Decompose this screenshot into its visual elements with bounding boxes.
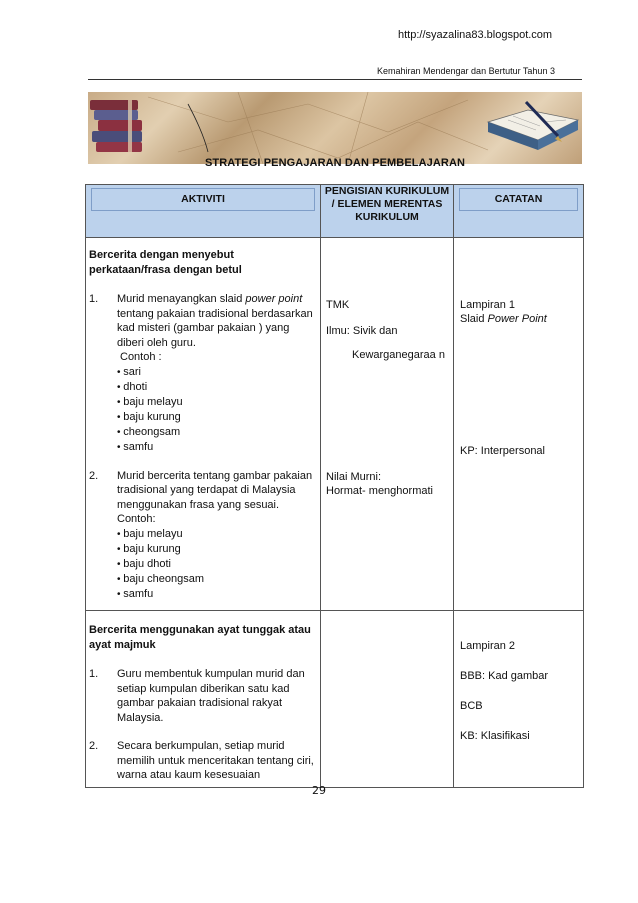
list-item: • baju cheongsam [117,572,316,587]
page-number: 29 [312,784,326,797]
row2-heading: Bercerita menggunakan ayat tunggak atau ayat majmuk [89,624,311,651]
header-rule [88,79,582,80]
subject-header: Kemahiran Mendengar dan Bertutur Tahun 3 [377,66,555,76]
row1-item1: 1. Murid menayangkan slaid power point tentang pakaian tradisional berdasarkan kad misteri (gambar pakaian ) yang diberi oleh guru. Contoh : • sari • dhoti • baju melayu • baju kurung • cheongsam • samfu [89,292,316,455]
banner-illustration [88,92,582,164]
row2-item1: 1. Guru membentuk kumpulan murid dan setiap kumpulan diberikan satu kad gambar pakaian tradisional rakyat Malaysia. [89,668,305,724]
parchment-banner [88,92,582,164]
open-book-pen-icon [488,102,578,150]
table-row [86,238,584,611]
page-title: STRATEGI PENGAJARAN DAN PEMBELAJARAN [204,157,466,169]
list-item: • baju dhoti [117,557,316,572]
header-catatan: CATATAN [454,185,584,238]
list-item: • baju melayu [117,527,316,542]
list-item: • samfu [117,587,316,602]
row2-item2: 2. Secara berkumpulan, setiap murid memilih untuk menceritakan tentang ciri, warna atau kaum kesesuaian [89,740,314,781]
row1-aktiviti [86,238,321,611]
header-pengisian: PENGISIAN KURIKULUM / ELEMEN MERENTAS KURIKULUM [321,185,454,238]
list-item: • samfu [117,440,316,455]
table-header-row [86,185,584,238]
row2-pengisian [321,611,454,788]
list-item: • baju kurung [117,410,316,425]
strategy-table [85,184,584,788]
list-item: • baju melayu [117,395,316,410]
list-item: • dhoti [117,380,316,395]
row1-item2-bullets [117,527,316,602]
row1-pengisian: TMK Ilmu: Sivik dan Kewarganegaraa n Nilai Murni: Hormat- menghormati [321,238,454,611]
row1-catatan: Lampiran 1 Slaid Power Point KP: Interpersonal [454,238,584,611]
blog-url: http://syazalina83.blogspot.com [398,29,553,41]
row1-item2: 2. Murid bercerita tentang gambar pakaian tradisional yang terdapat di Malaysia menggunakan frasa yang sesuai. Contoh: • baju melayu • baju kurung • baju dhoti • baju cheongsam • samfu [89,469,316,602]
table-row [86,611,584,788]
list-item: • cheongsam [117,425,316,440]
row1-heading: Bercerita dengan menyebut perkataan/frasa dengan betul [89,249,242,276]
row2-catatan: Lampiran 2 BBB: Kad gambar BCB KB: Klasifikasi [454,611,584,788]
row1-item1-bullets [117,365,316,455]
list-item: • sari [117,365,316,380]
header-aktiviti: AKTIVITI [86,185,321,238]
books-stack-icon [90,100,142,152]
list-item: • baju kurung [117,542,316,557]
row2-aktiviti [86,611,321,788]
